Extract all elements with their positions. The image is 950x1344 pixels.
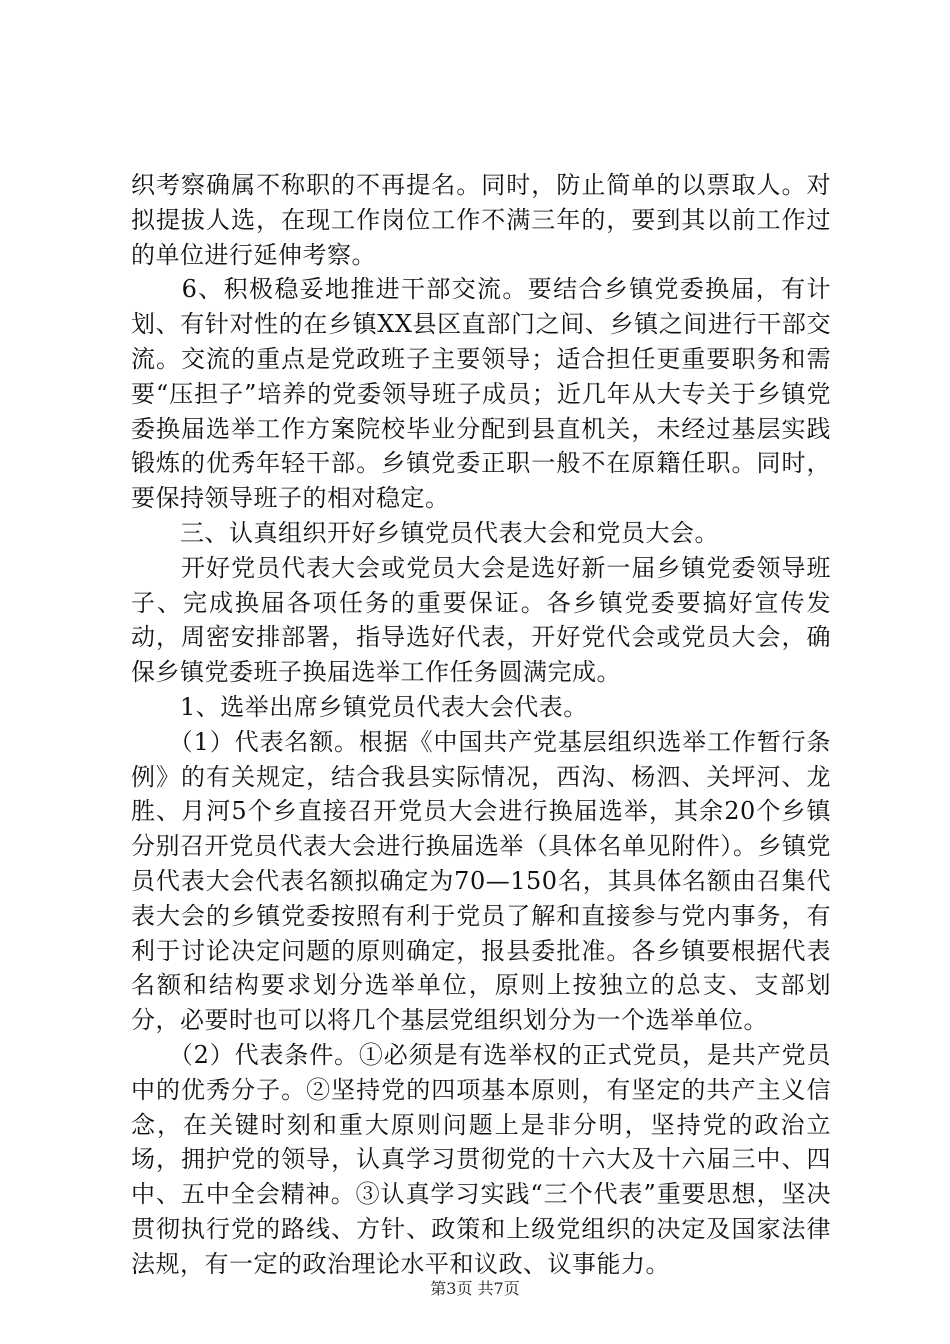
paragraph-congress-importance: 开好党员代表大会或党员大会是选好新一届乡镇党委领导班子、完成换届各项任务的重要保证。各乡镇党委要搞好宣传发动，周密安排部署，指导选好代表，开好党代会或党员大会，确保乡镇党委班子换届选举工作任务圆满完成。: [131, 553, 831, 687]
document-body: [131, 168, 831, 1282]
paragraph-cadre-exchange: 6、积极稳妥地推进干部交流。要结合乡镇党委换届，有计划、有针对性的在乡镇XX县区直部门之间、乡镇之间进行干部交流。交流的重点是党政班子主要领导；适合担任更重要职务和需要“压担子”培养的党委领导班子成员；近几年从大专关于乡镇党委换届选举工作方案院校毕业分配到县直机关，未经过基层实践锻炼的优秀年轻干部。乡镇党委正职一般不在原籍任职。同时，要保持领导班子的相对稳定。: [131, 275, 831, 513]
section-heading-three: 三、认真组织开好乡镇党员代表大会和党员大会。: [131, 518, 719, 547]
page-footer: 第3页 共7页: [430, 1279, 520, 1298]
paragraph-delegate-quota: （1）代表名额。根据《中国共产党基层组织选举工作暂行条例》的有关规定，结合我县实际情况，西沟、杨泗、关坪河、龙胜、月河5个乡直接召开党员大会进行换届选举，其余20个乡镇分别召开党员代表大会进行换届选举（具体名单见附件）。乡镇党员代表大会代表名额拟确定为70—150名，其具体名额由召集代表大会的乡镇党委按照有利于党员了解和直接参与党内事务，有利于讨论决定问题的原则确定，报县委批准。各乡镇要根据代表名额和结构要求划分选举单位，原则上按独立的总支、支部划分，必要时也可以将几个基层党组织划分为一个选举单位。: [131, 727, 831, 1035]
subsection-heading-one: 1、选举出席乡镇党员代表大会代表。: [131, 692, 588, 721]
paragraph-delegate-conditions: （2）代表条件。①必须是有选举权的正式党员，是共产党员中的优秀分子。②坚持党的四项基本原则，有坚定的共产主义信念，在关键时刻和重大原则问题上是非分明，坚持党的政治立场，拥护党的领导，认真学习贯彻党的十六大及十六届三中、四中、五中全会精神。③认真学习实践“三个代表”重要思想，坚决贯彻执行党的路线、方针、政策和上级党组织的决定及国家法律法规，有一定的政治理论水平和议政、议事能力。: [131, 1040, 831, 1278]
paragraph-continuation: 织考察确属不称职的不再提名。同时，防止简单的以票取人。对拟提拔人选，在现工作岗位工作不满三年的，要到其以前工作过的单位进行延伸考察。: [131, 171, 831, 269]
